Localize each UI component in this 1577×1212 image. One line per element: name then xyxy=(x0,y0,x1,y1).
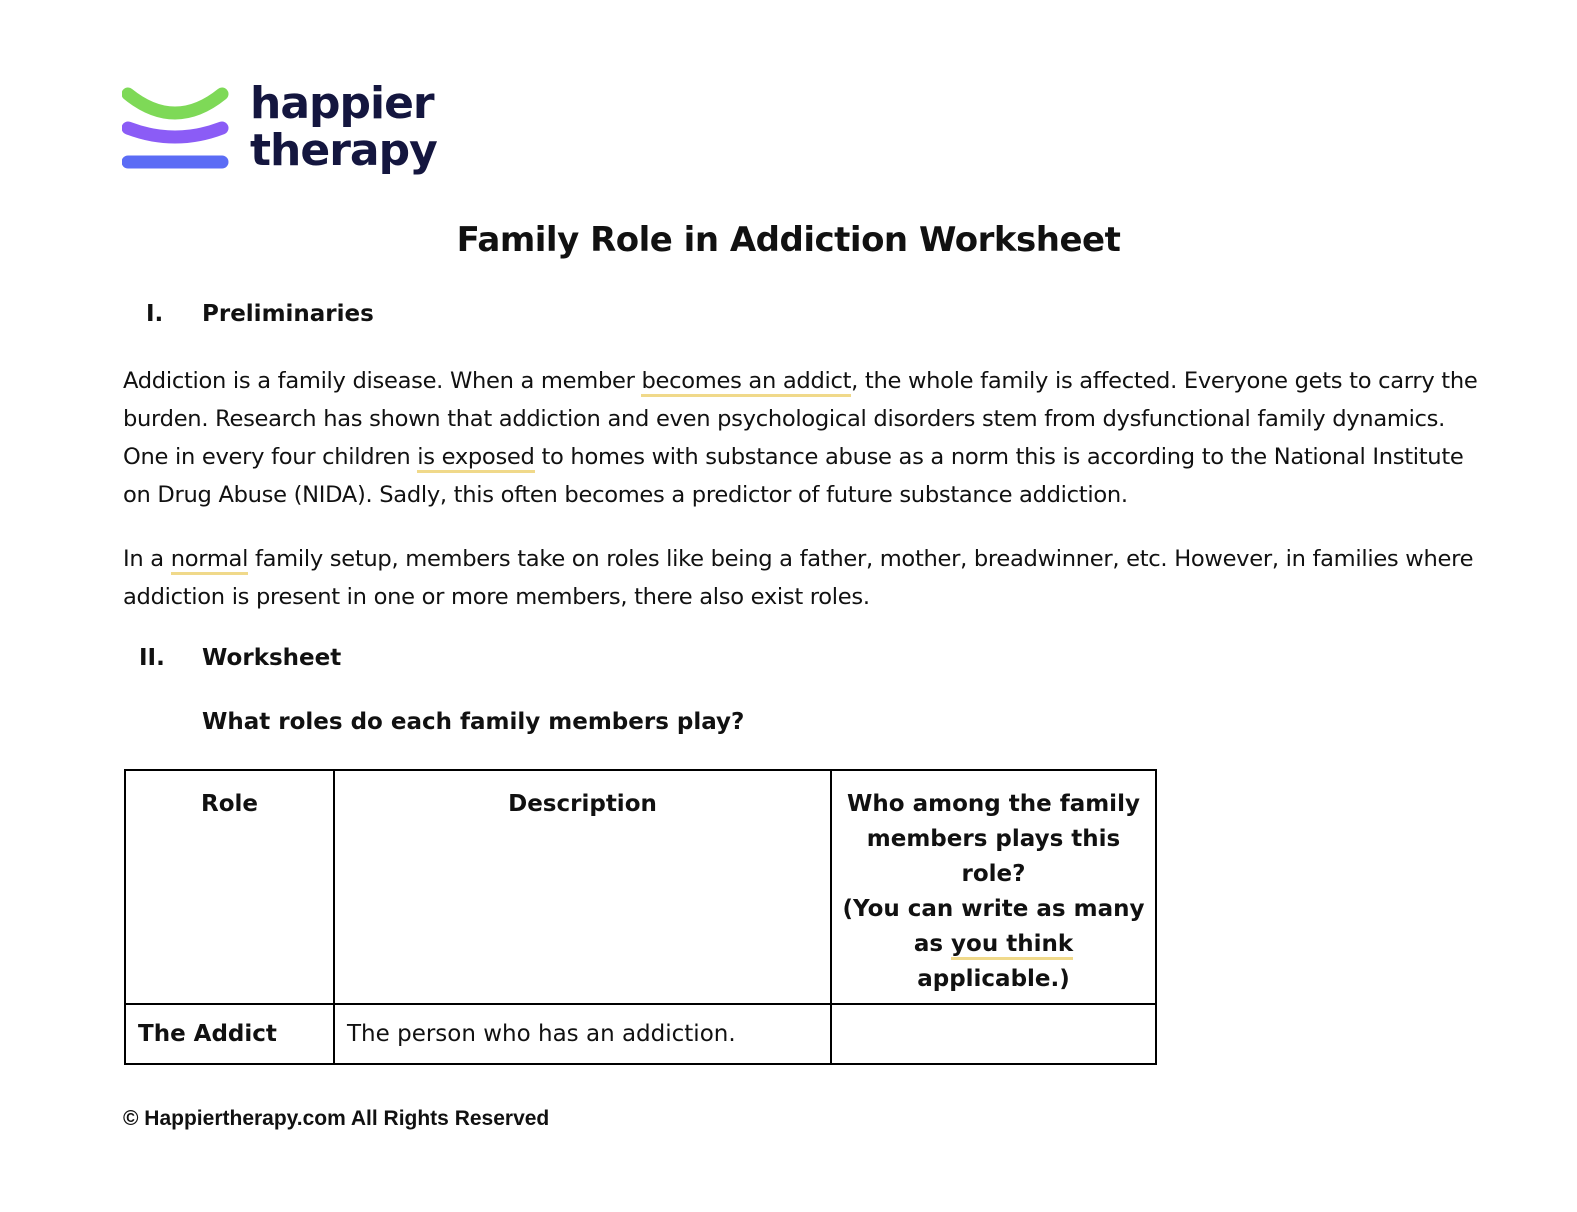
page-title: Family Role in Addiction Worksheet xyxy=(456,220,1121,260)
brand-wordmark xyxy=(250,80,437,174)
roles-table xyxy=(124,769,1157,1065)
copyright-footer: © Happiertherapy.com All Rights Reserved xyxy=(123,1107,550,1130)
header-who: Who among the family members plays this role? (You can write as many as you think applicable.) xyxy=(831,770,1156,1004)
paragraph-line: on Drug Abuse (NIDA). Sadly, this often becomes a predictor of future substance addiction. xyxy=(123,482,1128,508)
paragraph-line: One in every four children is exposed to homes with substance abuse as a norm this is according to the National Institute xyxy=(123,438,1553,476)
highlighted-phrase: becomes an addict xyxy=(641,368,851,397)
paragraph-intro xyxy=(123,362,1553,514)
section-heading-worksheet: Worksheet xyxy=(202,645,342,671)
highlighted-phrase: is exposed xyxy=(417,444,534,473)
section-number-1: I. xyxy=(146,301,164,327)
worksheet-question: What roles do each family members play? xyxy=(202,709,745,735)
brand-line-2: therapy xyxy=(250,125,437,176)
brand-line-1: happier xyxy=(250,78,434,129)
paragraph-line: addiction is present in one or more members, there also exist roles. xyxy=(123,584,870,610)
cell-role: The Addict xyxy=(125,1004,334,1064)
brand-logo xyxy=(122,78,462,186)
section-heading-preliminaries: Preliminaries xyxy=(202,301,374,327)
section-number-2: II. xyxy=(139,645,165,671)
paragraph-line: In a normal family setup, members take on roles like being a father, mother, breadwinner, etc. However, in families where xyxy=(123,540,1553,578)
paragraph-line: burden. Research has shown that addiction and even psychological disorders stem from dysfunctional family dynamics. xyxy=(123,406,1446,432)
header-description: Description xyxy=(334,770,831,1004)
paragraph-roles xyxy=(123,540,1553,616)
table-header-row xyxy=(125,770,1156,1004)
table-row xyxy=(125,1004,1156,1064)
highlighted-phrase: normal xyxy=(171,546,248,575)
logo-stripes-icon xyxy=(122,82,232,186)
cell-description: The person who has an addiction. xyxy=(334,1004,831,1064)
highlighted-phrase: you think xyxy=(951,931,1073,960)
cell-who-input[interactable] xyxy=(831,1004,1156,1064)
paragraph-line: Addiction is a family disease. When a member becomes an addict, the whole family is affected. Everyone gets to carry the xyxy=(123,362,1553,400)
header-role: Role xyxy=(125,770,334,1004)
